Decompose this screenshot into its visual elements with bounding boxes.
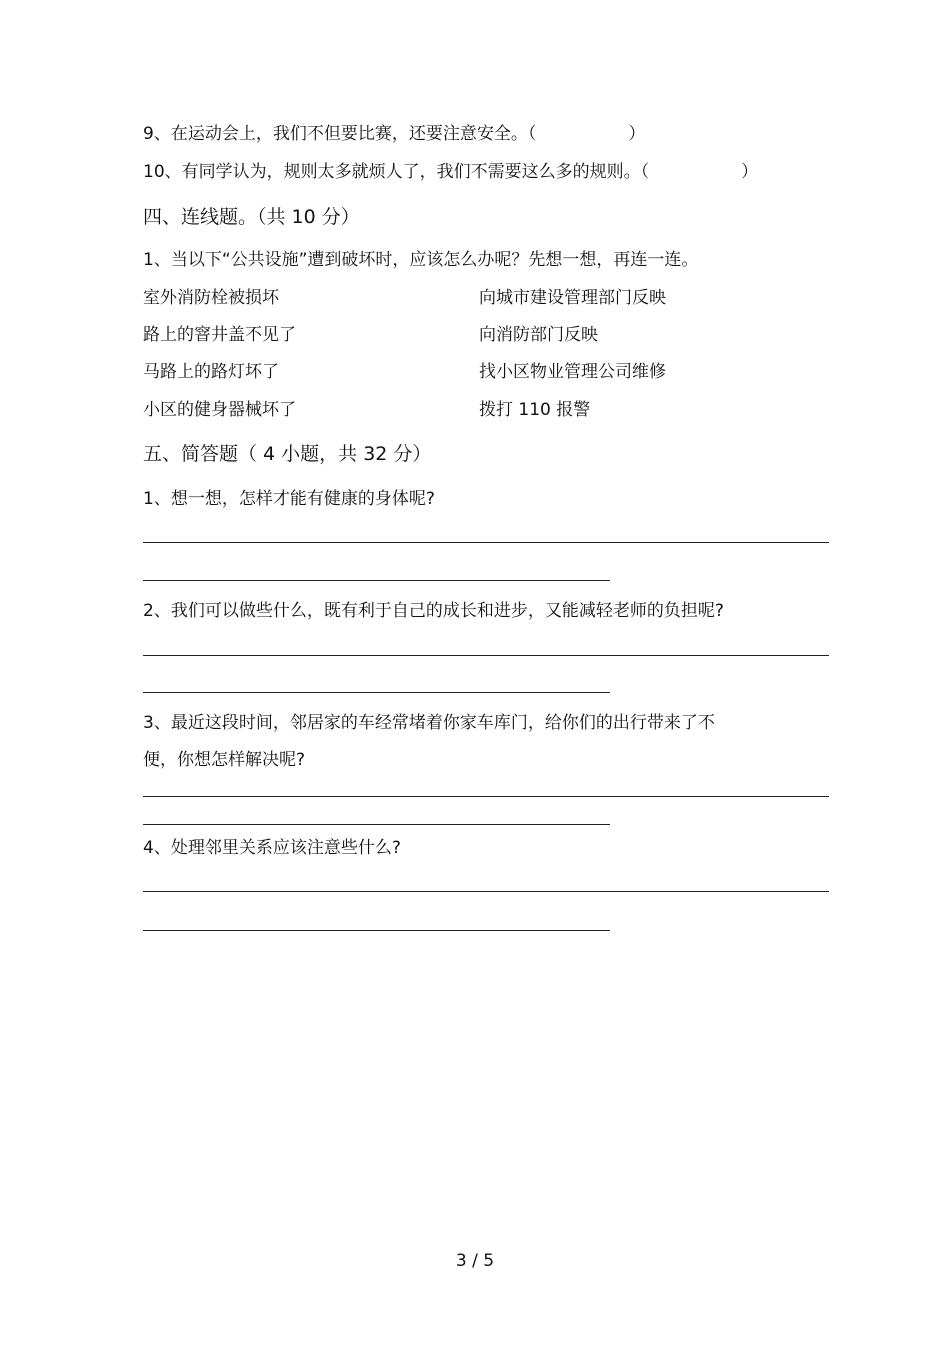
tf-question-9-close: ） — [628, 124, 646, 144]
section-5-title: 五、简答题（ 4 小题，共 32 分） — [143, 443, 432, 465]
match-left-4[interactable]: 小区的健身器械坏了 — [143, 400, 296, 420]
tf-question-10-text: 10、有同学认为，规则太多就烦人了，我们不需要这么多的规则。（ — [143, 162, 650, 182]
match-left-3[interactable]: 马路上的路灯坏了 — [143, 362, 279, 382]
match-left-1[interactable]: 室外消防栓被损坏 — [143, 288, 279, 308]
answer-line[interactable] — [143, 580, 610, 581]
answer-line[interactable] — [143, 930, 610, 931]
tf-question-10 — [143, 161, 758, 183]
answer-line[interactable] — [143, 542, 829, 543]
answer-line[interactable] — [143, 796, 829, 797]
page-number: 3 / 5 — [455, 1251, 495, 1271]
match-right-2[interactable]: 向消防部门反映 — [479, 325, 598, 345]
answer-line[interactable] — [143, 891, 829, 892]
short-answer-question-4: 4、处理邻里关系应该注意些什么? — [143, 838, 401, 858]
short-answer-question-2: 2、我们可以做些什么，既有利于自己的成长和进步，又能减轻老师的负担呢? — [143, 601, 724, 621]
short-answer-question-1: 1、想一想，怎样才能有健康的身体呢? — [143, 489, 435, 509]
matching-question: 1、当以下“公共设施”遭到破坏时，应该怎么办呢？先想一想，再连一连。 — [143, 250, 699, 270]
short-answer-question-3-line2: 便，你想怎样解决呢? — [143, 750, 306, 770]
short-answer-question-3-line1: 3、最近这段时间，邻居家的车经常堵着你家车库门，给你们的出行带来了不 — [143, 713, 715, 733]
match-right-3[interactable]: 找小区物业管理公司维修 — [479, 362, 666, 382]
match-right-1[interactable]: 向城市建设管理部门反映 — [479, 288, 666, 308]
answer-line[interactable] — [143, 692, 610, 693]
section-4-title: 四、连线题。（共 10 分） — [143, 206, 360, 228]
tf-question-10-close: ） — [741, 162, 759, 182]
answer-line[interactable] — [143, 824, 610, 825]
match-left-2[interactable]: 路上的窨井盖不见了 — [143, 325, 296, 345]
match-right-4[interactable]: 拨打 110 报警 — [479, 400, 591, 420]
tf-question-9 — [143, 123, 645, 145]
tf-question-9-text: 9、在运动会上，我们不但要比赛，还要注意安全。（ — [143, 124, 537, 144]
answer-line[interactable] — [143, 655, 829, 656]
